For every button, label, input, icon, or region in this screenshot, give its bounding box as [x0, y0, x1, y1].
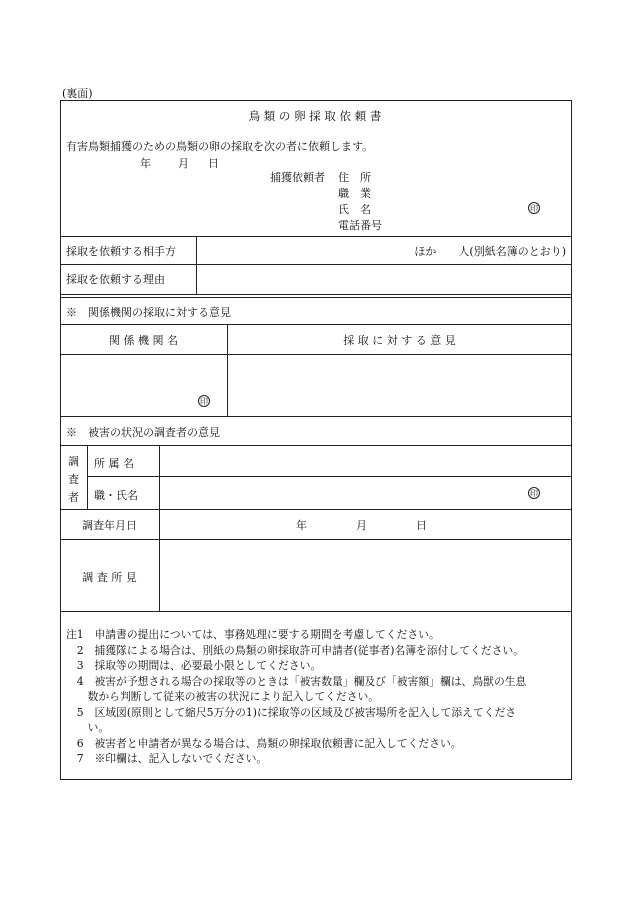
divider: [60, 294, 572, 295]
note-item: 3 採取等の期間は、必要最小限としてください。: [66, 659, 322, 672]
note-item: 注1 申請書の提出については、事務処理に要する期間を考慮してください。: [66, 628, 440, 641]
notes-list: [66, 627, 526, 767]
requester-label: 捕獲依頼者: [270, 171, 325, 184]
agency-opinion-column-header: 採 取 に 対 す る 意 見: [343, 334, 456, 347]
investigator-seal-icon: 印: [530, 489, 538, 498]
divider: [60, 611, 572, 612]
divider: [60, 416, 572, 417]
note-item: 5 区域図(原則として縮尺5万分の1)に採取等の区域及び被害場所を記入して添えてくださ: [66, 705, 517, 719]
divider: [60, 509, 572, 510]
request-sentence: 有害鳥類捕獲のための鳥類の卵の採取を次の者に依頼します。: [66, 140, 374, 153]
divider: [87, 476, 572, 477]
divider: [60, 324, 572, 325]
recipient-label: 採取を依頼する相手方: [66, 245, 176, 258]
form-title: 鳥 類 の 卵 採 取 依 頼 書: [248, 109, 382, 123]
survey-findings-label: 調 査 所 見: [82, 571, 137, 584]
agency-seal-icon: 印: [200, 397, 208, 406]
divider: [196, 236, 197, 294]
date-month-label: 月: [178, 157, 189, 170]
divider: [60, 539, 572, 540]
survey-year-label: 年: [296, 519, 307, 532]
reverse-side-label: (裏面): [62, 87, 93, 100]
phone-label: 電話番号: [338, 219, 382, 232]
requester-seal-icon: 印: [530, 204, 538, 213]
divider: [60, 264, 572, 265]
title-name-label: 職・氏名: [94, 489, 138, 502]
affiliation-label: 所 属 名: [94, 457, 134, 470]
divider: [60, 236, 572, 237]
agency-name-column-header: 関 係 機 関 名: [109, 334, 178, 347]
divider: [60, 297, 572, 298]
survey-month-label: 月: [356, 519, 367, 532]
note-item: 数から判断して従来の被害の状況により記入してください。: [66, 690, 380, 703]
damage-section-header: ※ 被害の状況の調査者の意見: [66, 426, 220, 439]
note-item: い。: [66, 721, 110, 734]
divider: [159, 445, 160, 611]
note-item: 7 ※印欄は、記入しないでください。: [66, 752, 268, 765]
note-item: 6 被害者と申請者が異なる場合は、鳥類の卵採取依頼書に記入してください。: [66, 736, 462, 750]
investigator-label-char: 者: [68, 491, 79, 504]
recipient-suffix: ほか 人(別紙名簿のとおり): [414, 245, 566, 258]
investigator-label-char: 調: [68, 455, 79, 468]
occupation-label: 職 業: [338, 187, 371, 200]
name-label: 氏 名: [338, 203, 371, 216]
divider: [87, 445, 88, 509]
reason-label: 採取を依頼する理由: [66, 273, 165, 286]
divider: [60, 354, 572, 355]
investigator-label-char: 査: [68, 473, 79, 486]
divider: [60, 445, 572, 446]
divider: [227, 324, 228, 416]
note-item: 2 捕獲隊による場合は、別紙の鳥類の卵採取許可申請者(従事者)名簿を添付してください。: [66, 643, 524, 657]
note-item: 4 被害が予想される場合の採取等のときは「被害数量」欄及び「被害額」欄は、鳥獣の生息: [66, 674, 527, 688]
date-year-label: 年: [140, 157, 151, 170]
survey-date-label: 調査年月日: [82, 519, 137, 532]
agency-section-header: ※ 関係機関の採取に対する意見: [66, 306, 231, 319]
date-day-label: 日: [208, 157, 219, 170]
address-label: 住 所: [338, 171, 371, 184]
survey-day-label: 日: [416, 519, 427, 532]
